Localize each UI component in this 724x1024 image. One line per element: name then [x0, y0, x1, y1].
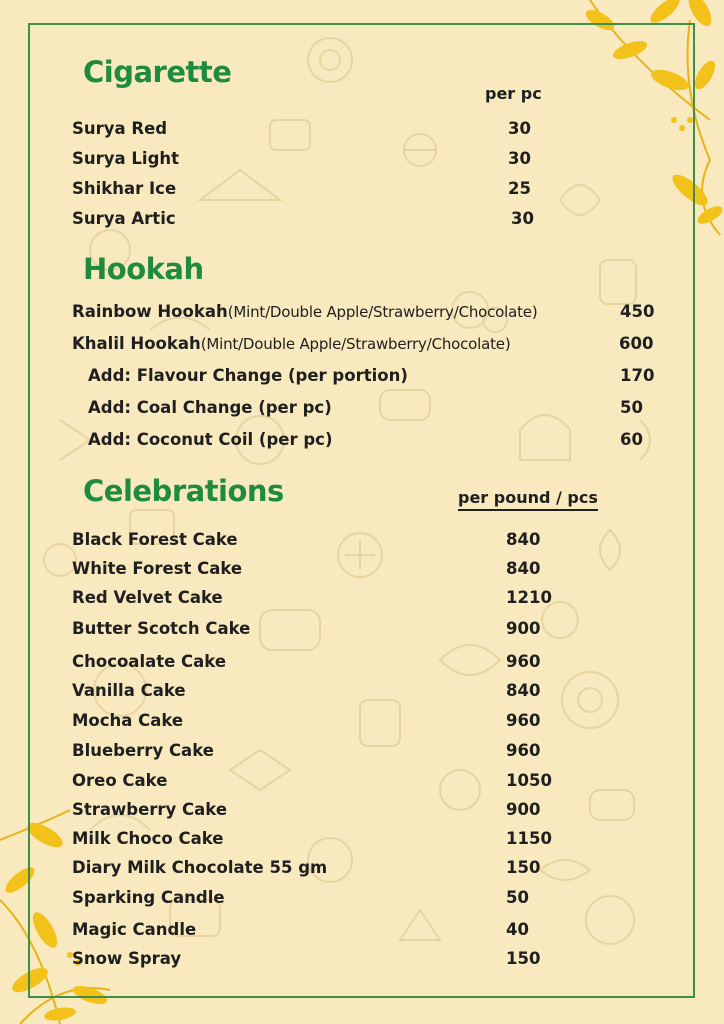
menu-item-name: Blueberry Cake	[72, 741, 214, 760]
menu-item-name: Shikhar Ice	[72, 179, 177, 198]
menu-item-name: Black Forest Cake	[72, 530, 238, 549]
menu-item-price: 960	[506, 711, 541, 730]
addon-item-price: 50	[620, 398, 643, 417]
menu-item-price: 840	[506, 559, 541, 578]
menu-item-price: 30	[511, 209, 534, 228]
addon-item-name: Add: Flavour Change (per portion)	[88, 366, 408, 385]
menu-item-price: 840	[506, 530, 541, 549]
menu-item-name: Vanilla Cake	[72, 681, 186, 700]
menu-item-price: 1150	[506, 829, 552, 848]
menu-item-name: Milk Choco Cake	[72, 829, 224, 848]
menu-item-name: Surya Artic	[72, 209, 176, 228]
menu-item-name: Oreo Cake	[72, 771, 168, 790]
menu-item-price: 50	[506, 888, 529, 907]
menu-item-name: Diary Milk Chocolate 55 gm	[72, 858, 328, 877]
menu-item-price: 960	[506, 741, 541, 760]
menu-item-row	[72, 334, 510, 353]
menu-item-price: 25	[508, 179, 531, 198]
menu-item-price: 1050	[506, 771, 552, 790]
menu-item-name: Snow Spray	[72, 949, 182, 968]
menu-item-name: Red Velvet Cake	[72, 588, 223, 607]
column-label-per-pound: per pound / pcs	[458, 488, 598, 511]
addon-item-name: Add: Coconut Coil (per pc)	[88, 430, 333, 449]
menu-item-name: Surya Red	[72, 119, 168, 138]
menu-item-price: 30	[508, 119, 531, 138]
menu-item-row	[72, 302, 537, 321]
menu-item-note: (Mint/Double Apple/Strawberry/Chocolate)	[227, 303, 538, 321]
menu-item-price: 960	[506, 652, 541, 671]
menu-item-price: 150	[506, 949, 541, 968]
menu-item-name: Rainbow Hookah	[72, 302, 228, 321]
section-title-cigarette: Cigarette	[83, 55, 232, 89]
menu-item-price: 40	[506, 920, 529, 939]
menu-item-name: Magic Candle	[72, 920, 197, 939]
menu-item-price: 840	[506, 681, 541, 700]
menu-item-name: Sparking Candle	[72, 888, 225, 907]
menu-item-name: Butter Scotch Cake	[72, 619, 251, 638]
section-title-celebrations: Celebrations	[83, 474, 284, 508]
menu-item-price: 600	[619, 334, 654, 353]
menu-item-price: 150	[506, 858, 541, 877]
menu-item-price: 900	[506, 800, 541, 819]
addon-item-price: 60	[620, 430, 643, 449]
menu-item-price: 450	[620, 302, 655, 321]
menu-item-name: Khalil Hookah	[72, 334, 201, 353]
section-title-hookah: Hookah	[83, 252, 204, 286]
menu-item-name: Chocoalate Cake	[72, 652, 227, 671]
addon-item-name: Add: Coal Change (per pc)	[88, 398, 332, 417]
menu-item-price: 1210	[506, 588, 552, 607]
menu-item-price: 30	[508, 149, 531, 168]
menu-item-note: (Mint/Double Apple/Strawberry/Chocolate)	[200, 335, 511, 353]
menu-item-name: Strawberry Cake	[72, 800, 228, 819]
menu-item-price: 900	[506, 619, 541, 638]
menu-item-name: Surya Light	[72, 149, 180, 168]
addon-item-price: 170	[620, 366, 655, 385]
menu-item-name: Mocha Cake	[72, 711, 184, 730]
menu-item-name: White Forest Cake	[72, 559, 243, 578]
column-label-per-pc: per pc	[485, 84, 542, 103]
